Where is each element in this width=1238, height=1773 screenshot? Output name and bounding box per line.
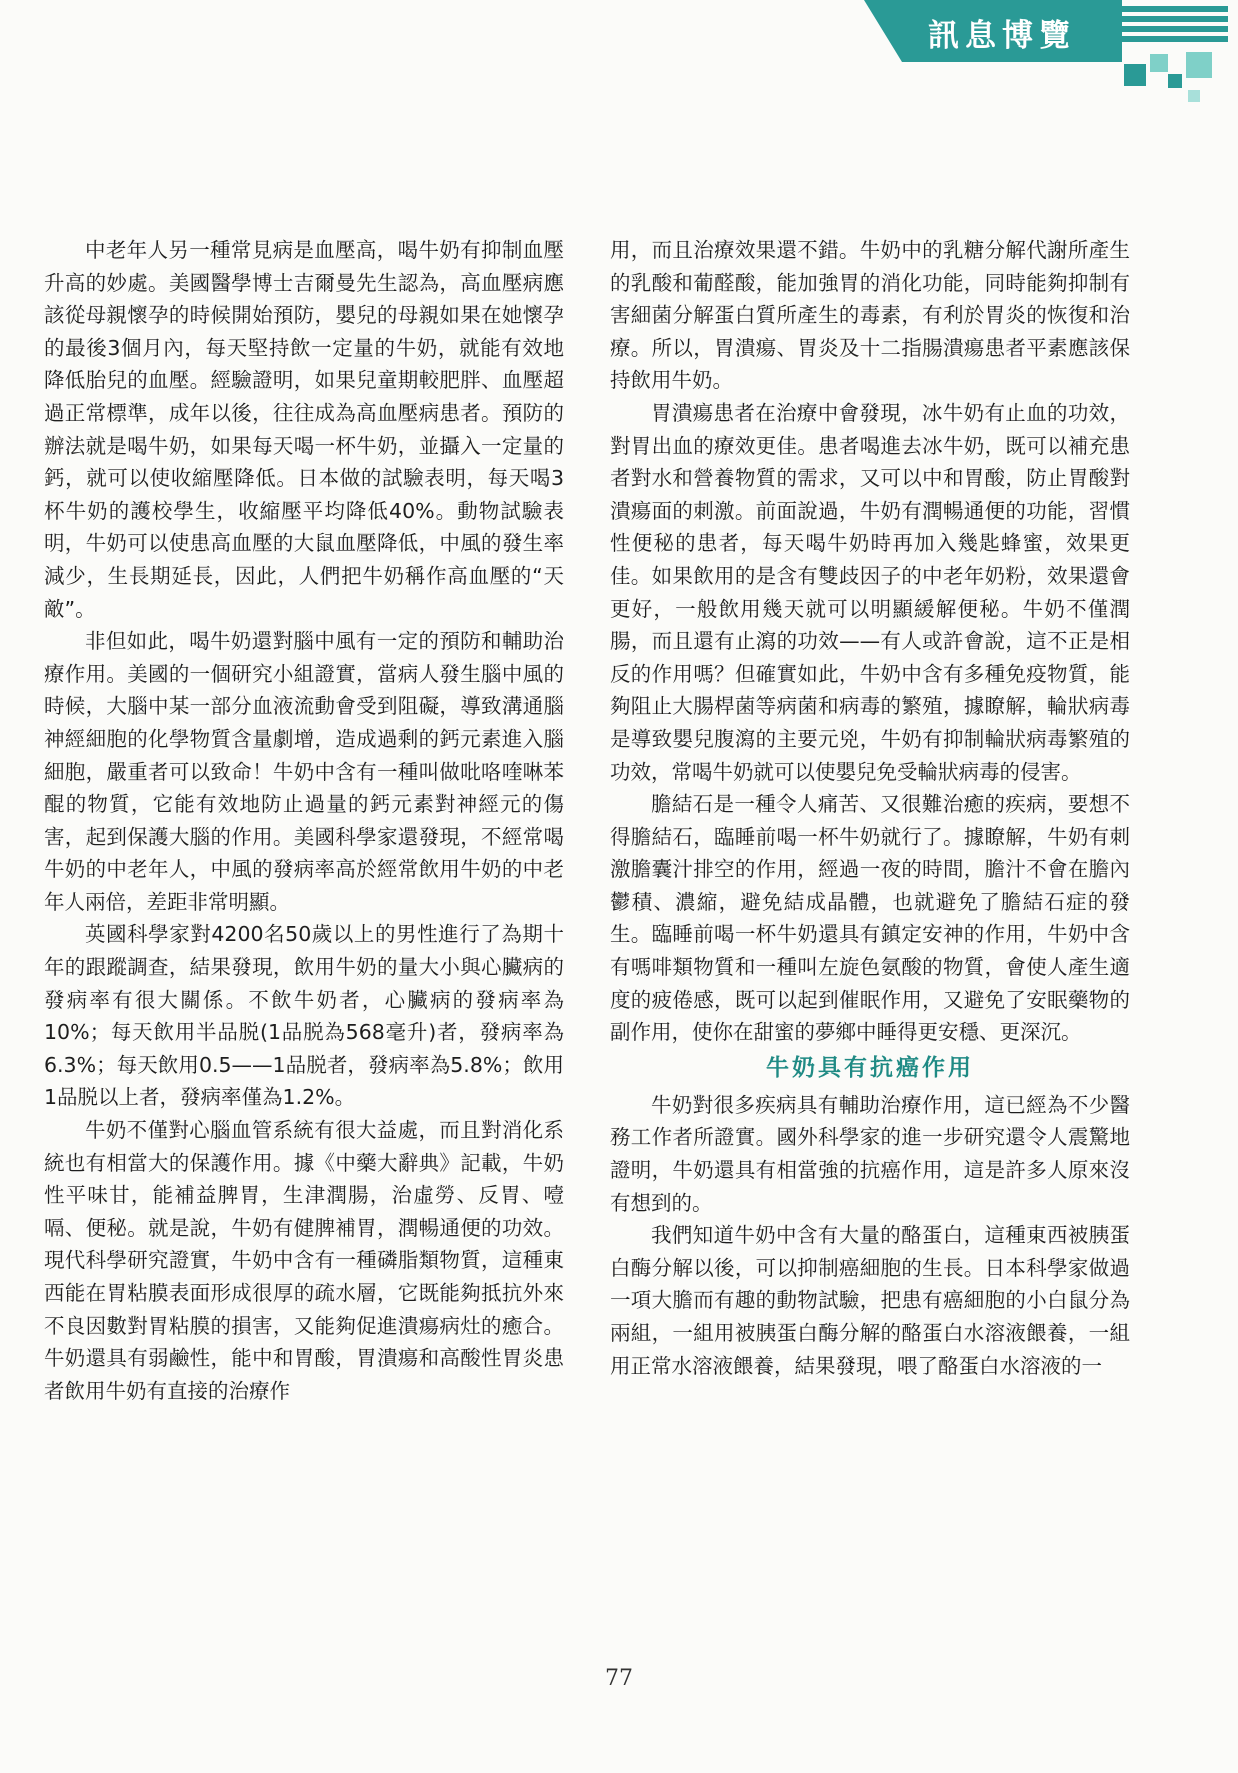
header-stripe <box>1118 6 1228 12</box>
paragraph: 英國科學家對4200名50歲以上的男性進行了為期十年的跟蹤調查，結果發現，飲用牛奶的量大小與心臟病的發病率有很大關係。不飲牛奶者，心臟病的發病率為10%；每天飲用半品脱(1品脱為568毫升)者，發病率為6.3%；每天飲用0.5——1品脱者，發病率為5.8%；飲用1品脱以上者，發病率僅為1.2%。 <box>44 922 564 1110</box>
page-number: 77 <box>605 1666 633 1691</box>
left-column <box>44 234 564 1407</box>
decorative-square <box>1124 64 1146 86</box>
decorative-square <box>1186 52 1212 78</box>
paragraph: 胃潰瘍患者在治療中會發現，冰牛奶有止血的功效，對胃出血的療效更佳。患者喝進去冰牛奶，既可以補充患者對水和營養物質的需求，又可以中和胃酸，防止胃酸對潰瘍面的刺激。前面說過，牛奶有潤暢通便的功能，習慣性便秘的患者，每天喝牛奶時再加入幾匙蜂蜜，效果更佳。如果飲用的是含有雙歧因子的中老年奶粉，效果還會更好，一般飲用幾天就可以明顯緩解便秘。牛奶不僅潤腸，而且還有止瀉的功效——有人或許會說，這不正是相反的作用嗎？但確實如此，牛奶中含有多種免疫物質，能夠阻止大腸桿菌等病菌和病毒的繁殖，據瞭解，輪狀病毒是導致嬰兒腹瀉的主要元兇，牛奶有抑制輪狀病毒繁殖的功效，常喝牛奶就可以使嬰兒免受輪狀病毒的侵害。 <box>610 400 1130 784</box>
decorative-square <box>1168 74 1182 88</box>
paragraph: 中老年人另一種常見病是血壓高，喝牛奶有抑制血壓升高的妙處。美國醫學博士吉爾曼先生認為，高血壓病應該從母親懷孕的時候開始預防，嬰兒的母親如果在她懷孕的最後3個月內，每天堅持飲一定量的牛奶，就能有效地降低胎兒的血壓。經驗證明，如果兒童期較肥胖、血壓超過正常標準，成年以後，往往成為高血壓病患者。預防的辦法就是喝牛奶，如果每天喝一杯牛奶，並攝入一定量的鈣，就可以使收縮壓降低。日本做的試驗表明，每天喝3杯牛奶的護校學生，收縮壓平均降低40%。動物試驗表明，牛奶可以使患高血壓的大鼠血壓降低，中風的發生率減少，生長期延長，因此，人們把牛奶稱作高血壓的“天敵”。 <box>44 238 564 621</box>
decorative-square <box>1150 54 1168 72</box>
header-stripe <box>1118 36 1228 42</box>
paragraph: 我們知道牛奶中含有大量的酪蛋白，這種東西被胰蛋白酶分解以後，可以抑制癌細胞的生長。日本科學家做過一項大膽而有趣的動物試驗，把患有癌細胞的小白鼠分為兩組，一組用被胰蛋白酶分解的酪蛋白水溶液餵養，一組用正常水溶液餵養，結果發現，喂了酪蛋白水溶液的一 <box>610 1223 1130 1378</box>
paragraph: 牛奶對很多疾病具有輔助治療作用，這已經為不少醫務工作者所證實。國外科學家的進一步研究還令人震驚地證明，牛奶還具有相當強的抗癌作用，這是許多人原來沒有想到的。 <box>610 1092 1130 1215</box>
section-title: 訊息博覽 <box>928 18 1076 54</box>
header-stripe <box>1118 26 1228 32</box>
paragraph: 非但如此，喝牛奶還對腦中風有一定的預防和輔助治療作用。美國的一個研究小組證實，當病人發生腦中風的時候，大腦中某一部分血液流動會受到阻礙，導致溝通腦神經細胞的化學物質含量劇增，造成過剩的鈣元素進入腦細胞，嚴重者可以致命！牛奶中含有一種叫做吡咯喹啉苯醌的物質，它能有效地防止過量的鈣元素對神經元的傷害，起到保護大腦的作用。美國科學家還發現，不經常喝牛奶的中老年人，中風的發病率高於經常飲用牛奶的中老年人兩倍，差距非常明顯。 <box>44 629 564 914</box>
decorative-square <box>1188 90 1200 102</box>
header-stripe <box>1118 16 1228 22</box>
paragraph: 牛奶不僅對心腦血管系統有很大益處，而且對消化系統也有相當大的保護作用。據《中藥大辭典》記載，牛奶性平味甘，能補益脾胃，生津潤腸，治虛勞、反胃、噎嗝、便秘。就是說，牛奶有健脾補胃，潤暢通便的功效。現代科學研究證實，牛奶中含有一種磷脂類物質，這種東西能在胃粘膜表面形成很厚的疏水層，它既能夠抵抗外來不良因數對胃粘膜的損害，又能夠促進潰瘍病灶的癒合。牛奶還具有弱鹼性，能中和胃酸，胃潰瘍和高酸性胃炎患者飲用牛奶有直接的治療作 <box>44 1118 564 1403</box>
section-heading: 牛奶具有抗癌作用 <box>766 1053 974 1081</box>
right-column <box>610 234 1130 1382</box>
paragraph: 用，而且治療效果還不錯。牛奶中的乳糖分解代謝所產生的乳酸和葡醛酸，能加強胃的消化功能，同時能夠抑制有害細菌分解蛋白質所產生的毒素，有利於胃炎的恢復和治療。所以，胃潰瘍、胃炎及十二指腸潰瘍患者平素應該保持飲用牛奶。 <box>610 238 1130 393</box>
paragraph: 膽結石是一種令人痛苦、又很難治癒的疾病，要想不得膽結石，臨睡前喝一杯牛奶就行了。據瞭解，牛奶有刺激膽囊汁排空的作用，經過一夜的時間，膽汁不會在膽內鬱積、濃縮，避免結成晶體，也就避免了膽結石症的發生。臨睡前喝一杯牛奶還具有鎮定安神的作用，牛奶中含有嗎啡類物質和一種叫左旋色氨酸的物質，會使人產生適度的疲倦感，既可以起到催眠作用，又避免了安眠藥物的副作用，使你在甜蜜的夢鄉中睡得更安穩、更深沉。 <box>610 792 1130 1045</box>
